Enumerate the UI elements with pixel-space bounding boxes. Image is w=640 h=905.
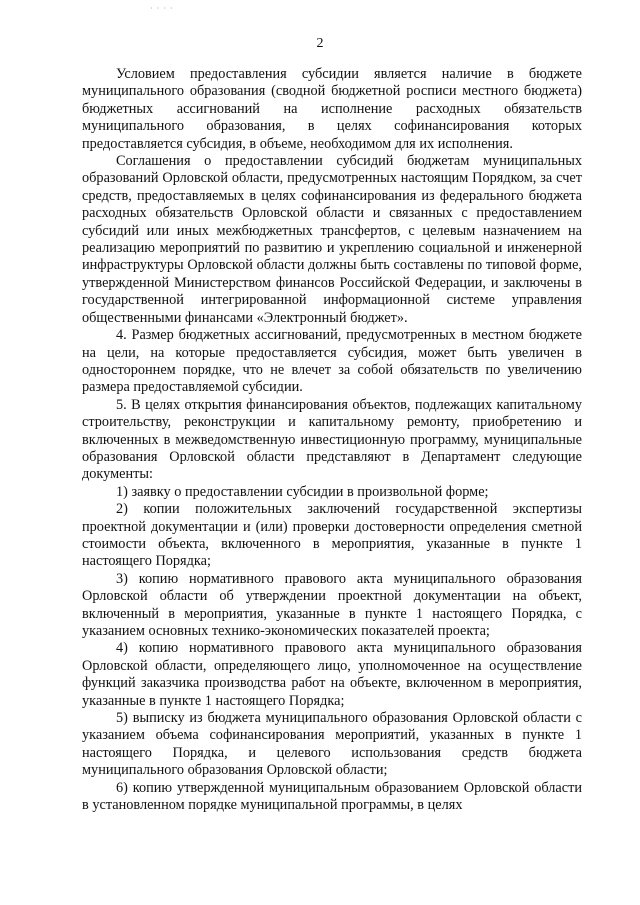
list-item-6: 6) копию утвержденной муниципальным образованием Орловской области в установленном порядке муниципальной программы, в целях [82, 779, 582, 814]
paragraph-subsidy-condition: Условием предоставления субсидии является наличие в бюджете муниципального образования (сводной бюджетной росписи местного бюджета) бюджетных ассигнований на исполнение расходных обязательств муниципального образования, в целях софинансирования которых предоставляется субсидия, в объеме, необходимом для их исполнения. [82, 66, 582, 152]
scan-artifact-dots: · · · · [150, 4, 174, 13]
list-item-2: 2) копии положительных заключений государственной экспертизы проектной документации и (или) проверки достоверности определения сметной стоимости объекта, включенного в мероприятия, указанные в пункте 1 настоящего Порядка; [82, 501, 582, 570]
list-item-5: 5) выписку из бюджета муниципального образования Орловской области с указанием объема софинансирования мероприятий, указанных в пункте 1 настоящего Порядка, и целевого использования средств бюджета муниципального образования Орловской области; [82, 710, 582, 779]
list-item-1: 1) заявку о предоставлении субсидии в произвольной форме; [116, 483, 489, 500]
paragraph-item-4: 4. Размер бюджетных ассигнований, предусмотренных в местном бюджете на цели, на которые предоставляется субсидия, может быть увеличен в одностороннем порядке, что не влечет за собой обязательств по увеличению размера предоставляемой субсидии. [82, 327, 582, 396]
page-number: 2 [316, 36, 324, 51]
list-item-3: 3) копию нормативного правового акта муниципального образования Орловской области об утверждении проектной документации на объект, включенный в мероприятия, указанные в пункте 1 настоящего Порядка, с указанием основных технико-экономических показателей проекта; [82, 570, 582, 639]
document-body [82, 66, 582, 814]
paragraph-item-5: 5. В целях открытия финансирования объектов, подлежащих капитальному строительству, реконструкции и капитальному ремонту, приобретению и включенных в межведомственную инвестиционную программу, муниципальные образования Орловской области представляют в Департамент следующие документы: [82, 396, 582, 483]
list-item-4: 4) копию нормативного правового акта муниципального образования Орловской области, определяющего лицо, уполномоченное на осуществление функций заказчика производства работ на объекте, включенном в мероприятия, указанные в пункте 1 настоящего Порядка; [82, 640, 582, 709]
paragraph-subsidy-agreements: Соглашения о предоставлении субсидий бюджетам муниципальных образований Орловской области, предусмотренных настоящим Порядком, за счет средств, предоставляемых в целях софинансирования из федерального бюджета расходных обязательств Орловской области и связанных с предоставлением субсидий или иных межбюджетных трансфертов, с целевым назначением на реализацию мероприятий по развитию и укреплению социальной и инженерной инфраструктуры Орловской области должны быть составлены по типовой форме, утвержденной Министерством финансов Российской Федерации, и заключены в государственной интегрированной информационной системе управления общественными финансами «Электронный бюджет». [82, 153, 582, 326]
